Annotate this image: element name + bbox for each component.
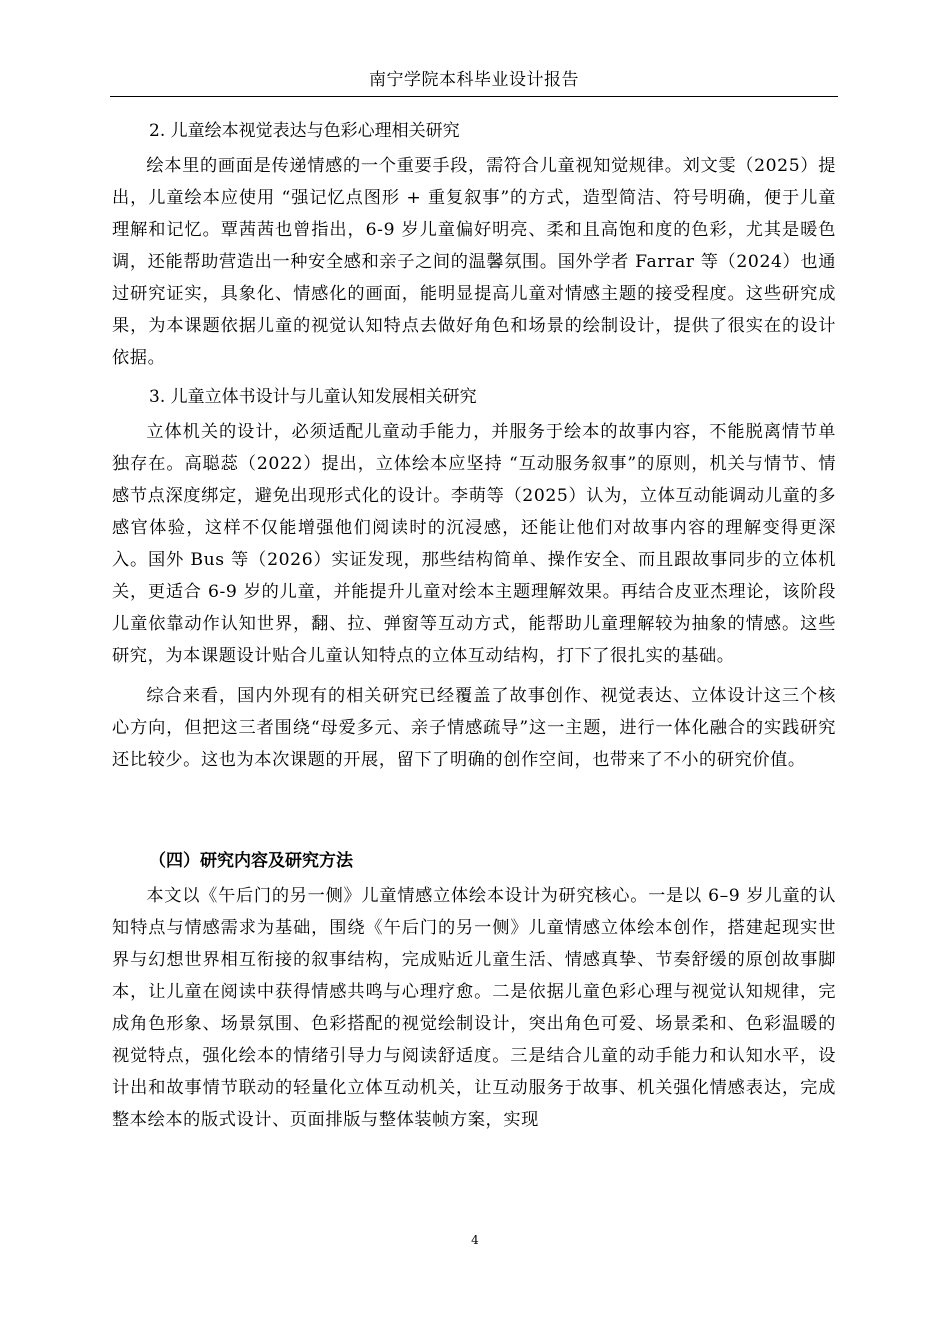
section-heading-visual-expression: 2. 儿童绘本视觉表达与色彩心理相关研究 (149, 121, 460, 141)
section-heading-research-content: （四）研究内容及研究方法 (149, 851, 353, 871)
paragraph-visual-expression: 绘本里的画面是传递情感的一个重要手段，需符合儿童视知觉规律。刘文雯（2025）提出，儿童绘本应使用 “强记忆点图形 + 重复叙事”的方式，造型简洁、符号明确，便于儿童理解和记忆。覃茜茜也曾指出，6-9 岁儿童偏好明亮、柔和且高饱和度的色彩，尤其是暖色调，还能帮助营造出一种安全感和亲子之间的温馨氛围。国外学者 Farrar 等（2024）也通过研究证实，具象化、情感化的画面，能明显提高儿童对情感主题的接受程度。这些研究成果，为本课题依据儿童的视觉认知特点去做好角色和场景的绘制设计，提供了很实在的设计依据。 (112, 156, 836, 368)
page-header-title: 南宁学院本科毕业设计报告 (369, 70, 579, 90)
paragraph-research-content: 本文以《午后门的另一侧》儿童情感立体绘本设计为研究核心。一是以 6–9 岁儿童的认知特点与情感需求为基础，围绕《午后门的另一侧》儿童情感立体绘本创作，搭建起现实世界与幻想世界相互衔接的叙事结构，完成贴近儿童生活、情感真挚、节奏舒缓的原创故事脚本，让儿童在阅读中获得情感共鸣与心理疗愈。二是依据儿童色彩心理与视觉认知规律，完成角色形象、场景氛围、色彩搭配的视觉绘制设计，突出角色可爱、场景柔和、色彩温暖的视觉特点，强化绘本的情绪引导力与阅读舒适度。三是结合儿童的动手能力和认知水平，设计出和故事情节联动的轻量化立体互动机关，让互动服务于故事、机关强化情感表达，完成整本绘本的版式设计、页面排版与整体装帧方案，实现 (112, 886, 836, 1130)
section-heading-popup-book: 3. 儿童立体书设计与儿童认知发展相关研究 (149, 387, 477, 407)
page-number: 4 (471, 1233, 479, 1247)
paragraph-popup-book: 立体机关的设计，必须适配儿童动手能力，并服务于绘本的故事内容，不能脱离情节单独存在。高聪蕊（2022）提出，立体绘本应坚持 “互动服务叙事”的原则，机关与情节、情感节点深度绑定，避免出现形式化的设计。李萌等（2025）认为，立体互动能调动儿童的多感官体验，这样不仅能增强他们阅读时的沉浸感，还能让他们对故事内容的理解变得更深入。国外 Bus 等（2026）实证发现，那些结构简单、操作安全、而且跟故事同步的立体机关，更适合 6-9 岁的儿童，并能提升儿童对绘本主题理解效果。再结合皮亚杰理论，该阶段儿童依靠动作认知世界，翻、拉、弹窗等互动方式，能帮助儿童理解较为抽象的情感。这些研究，为本课题设计贴合儿童认知特点的立体互动结构，打下了很扎实的基础。 (112, 422, 836, 666)
paragraph-summary: 综合来看，国内外现有的相关研究已经覆盖了故事创作、视觉表达、立体设计这三个核心方向，但把这三者围绕“母爱多元、亲子情感疏导”这一主题，进行一体化融合的实践研究还比较少。这也为本次课题的开展，留下了明确的创作空间，也带来了不小的研究价值。 (112, 686, 836, 770)
document-body (112, 112, 836, 1140)
header-divider (110, 96, 838, 97)
